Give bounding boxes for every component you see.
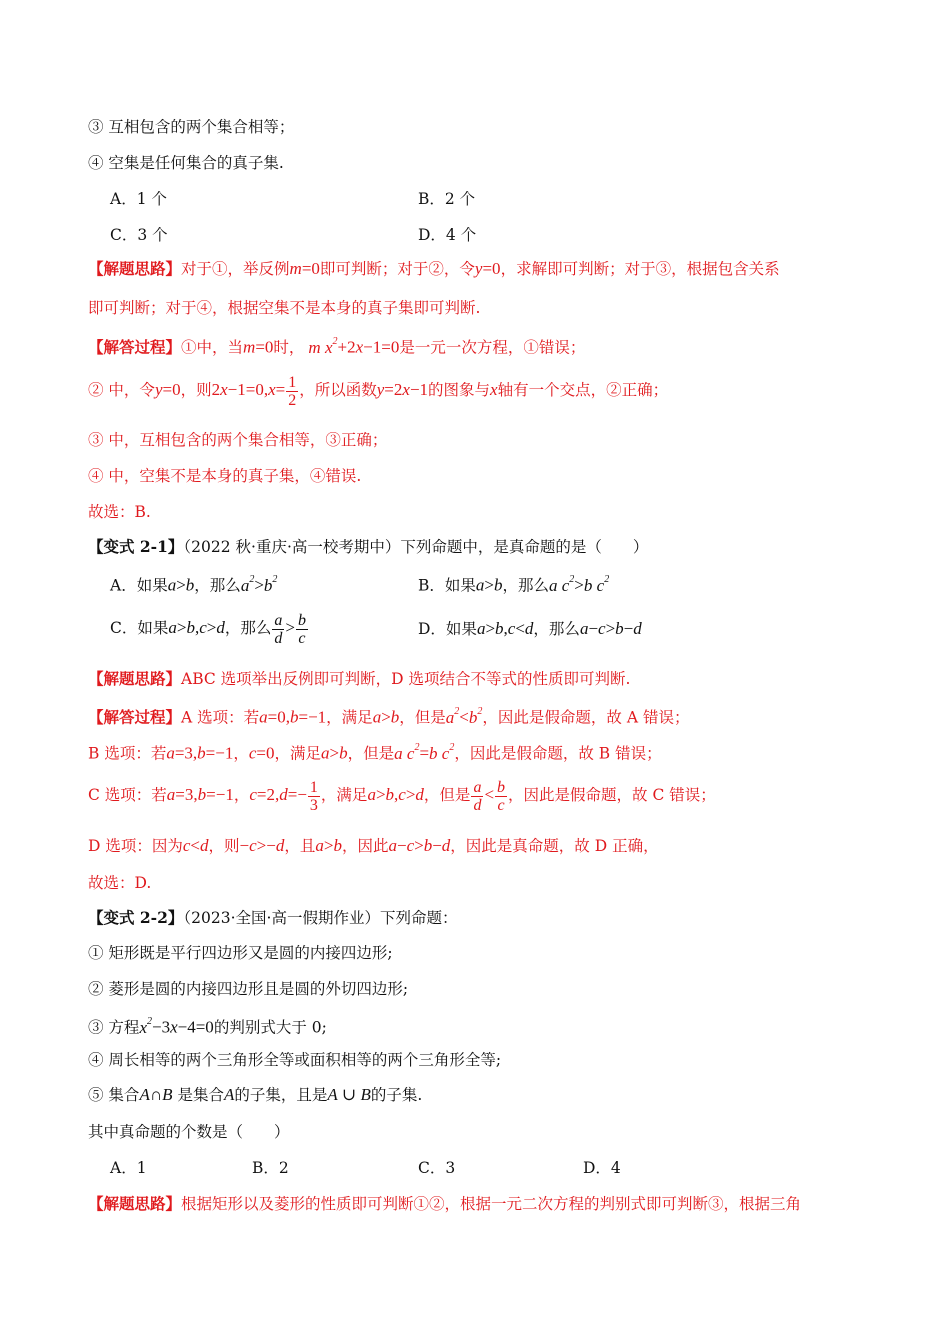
text: 是一元一次方程，①错误； xyxy=(399,338,586,357)
math: > xyxy=(176,618,187,637)
text: ，满足 xyxy=(326,708,373,727)
option-c: C．3 个 xyxy=(110,226,168,244)
solution-process-b: B 选项：若a=3,b=−1，c=0，满足a>b，但是a $c^2=b$ $c^2$，因此是假命题，故 B 错误； xyxy=(88,742,662,763)
solution-process-4: ④ 中，空集不是本身的真子集，④错误. xyxy=(88,467,362,485)
math: y xyxy=(376,380,385,399)
fraction-b-over-c: $\frac{b}{c}$ xyxy=(297,611,306,647)
math: 2 xyxy=(211,380,221,399)
variant-tag: 【变式 2-1】 xyxy=(88,537,184,556)
text: 即可判断；对于②，令 xyxy=(319,260,475,278)
solution-idea-cont: 即可判断；对于④，根据空集不是本身的真子集即可判断. xyxy=(88,299,481,317)
math: c xyxy=(249,836,257,855)
math: =2 xyxy=(384,380,403,399)
variant-tag: 【变式 2-2】 xyxy=(88,908,184,927)
text: 的图象与 xyxy=(428,381,491,399)
math: > xyxy=(323,836,334,855)
text: ABC 选项举出反例即可判断，D 选项结合不等式的性质即可判断. xyxy=(181,670,631,688)
math: d xyxy=(200,836,209,855)
math: =0, xyxy=(267,707,290,727)
math: c xyxy=(598,619,606,638)
solution-process-a xyxy=(88,704,689,728)
text: ，则 xyxy=(208,837,240,855)
math: < xyxy=(190,836,200,855)
math: > xyxy=(329,743,340,763)
math: y xyxy=(474,259,483,278)
math: y xyxy=(154,380,163,399)
text: ，求解即可判断；对于③，根据包含关系 xyxy=(500,260,780,278)
option-c: C．3 xyxy=(418,1159,456,1177)
math: b xyxy=(289,707,299,727)
math: > xyxy=(375,785,386,804)
math: < xyxy=(484,785,495,804)
solution-idea-tag: 【解题思路】 xyxy=(88,669,182,688)
math: b xyxy=(197,785,207,804)
math: =3, xyxy=(174,743,198,763)
solution-idea-tag: 【解题思路】 xyxy=(88,1194,182,1213)
math: > xyxy=(405,785,416,804)
math: −4=0 xyxy=(177,1017,214,1037)
math: d xyxy=(441,836,451,855)
solution-idea xyxy=(88,1194,801,1214)
option-a: A．1 个 xyxy=(110,190,167,208)
math: b xyxy=(339,743,348,763)
math: b xyxy=(333,836,342,855)
math: x xyxy=(490,380,498,399)
text: 根据矩形以及菱形的性质即可判断①②，根据一元二次方程的判别式即可判断③，根据三角 xyxy=(181,1195,802,1213)
text: A．如果 xyxy=(110,576,168,595)
math: $b^2$ xyxy=(263,574,278,595)
text: B．如果 xyxy=(418,576,476,595)
solution-process-d xyxy=(88,836,659,856)
math: b xyxy=(423,836,433,855)
math: c xyxy=(406,836,415,855)
fraction-one-third: $\frac{1}{3}$ xyxy=(309,778,318,814)
math: − xyxy=(588,619,599,638)
text: B 选项：若 xyxy=(88,744,167,763)
solution-idea-tag: 【解题思路】 xyxy=(88,259,182,278)
text: ，那么 xyxy=(194,576,241,595)
math: b xyxy=(197,743,206,763)
solution-idea xyxy=(88,669,630,689)
math: m xyxy=(289,259,302,278)
option-b: B．2 xyxy=(252,1159,289,1177)
math: A xyxy=(327,1085,338,1104)
answer: 故选：B. xyxy=(88,503,151,521)
text: ，因此是假命题，故 A 错误； xyxy=(482,708,690,727)
text: ，但是 xyxy=(399,708,446,727)
math: =0 xyxy=(255,337,274,357)
math: x xyxy=(268,380,276,399)
fraction-half: $\frac{1}{2}$ xyxy=(288,373,297,409)
solution-process-tag: 【解答过程】 xyxy=(88,707,182,727)
math: > xyxy=(206,618,217,637)
math: = xyxy=(419,743,430,763)
solution-process-2: ② 中，令y=0，则2x−1=0,x= $\frac{1}{2}$ ，所以函数y=2x−1的图象与x轴有一个交点，②正确； xyxy=(88,373,669,409)
option-d xyxy=(418,619,642,639)
math: > xyxy=(381,707,391,727)
math: a $c^2$ xyxy=(394,742,420,763)
math: d xyxy=(415,785,424,804)
math: −3 xyxy=(151,1017,171,1037)
option-b: B．2 个 xyxy=(418,190,476,208)
math: =−1 xyxy=(298,707,327,727)
text: D．如果 xyxy=(418,620,477,638)
math: ∩ xyxy=(149,1085,163,1104)
text: 是集合 xyxy=(177,1086,224,1104)
math: − xyxy=(623,619,634,638)
text: ，因此是真命题，故 D 正确， xyxy=(450,837,659,855)
fraction-b-over-c: $\frac{b}{c}$ xyxy=(497,778,506,814)
variant-2-2-title xyxy=(88,908,457,928)
math: d xyxy=(633,619,642,638)
math: b xyxy=(495,619,504,638)
text: ，因此是假命题，故 C 错误； xyxy=(508,786,716,804)
math: =3, xyxy=(175,785,198,804)
math: =−1 xyxy=(206,785,234,804)
math: >− xyxy=(256,836,276,855)
math: a xyxy=(168,618,177,637)
text: ①中，当 xyxy=(181,338,244,357)
fraction-a-over-d: $\frac{a}{d}$ xyxy=(473,778,482,814)
math: c xyxy=(199,618,207,637)
text: ，因此 xyxy=(341,837,389,855)
text: ，满足 xyxy=(320,786,368,804)
option-c xyxy=(110,610,309,647)
text: C．如果 xyxy=(110,619,169,637)
math: a xyxy=(476,619,486,638)
text: ，那么 xyxy=(224,619,272,637)
math: c xyxy=(398,785,406,804)
math: d xyxy=(279,785,288,804)
math: B xyxy=(162,1085,173,1104)
math: < xyxy=(459,707,469,727)
math: a xyxy=(167,575,177,595)
math: d xyxy=(216,618,225,637)
math: c xyxy=(507,619,516,638)
math: b xyxy=(615,619,624,638)
math: , xyxy=(194,618,200,637)
option-b xyxy=(418,572,609,596)
item-4: ④ 周长相等的两个三角形全等或面积相等的两个三角形全等; xyxy=(88,1051,502,1069)
math: a xyxy=(475,575,485,595)
text: C 选项：若 xyxy=(88,786,167,804)
math: x xyxy=(220,380,228,399)
text: A 选项：若 xyxy=(181,708,260,727)
solution-process-1 xyxy=(88,334,585,358)
math: =−1 xyxy=(205,743,234,763)
solution-process-tag: 【解答过程】 xyxy=(88,337,182,357)
math: , xyxy=(503,619,508,638)
math: > xyxy=(254,575,264,595)
math: A xyxy=(139,1085,150,1104)
item-3 xyxy=(88,1014,327,1038)
math: x xyxy=(170,1017,178,1037)
math: c xyxy=(182,836,191,855)
math: +2 xyxy=(337,337,356,357)
answer: 故选：D. xyxy=(88,874,152,892)
text: 轴有一个交点，②正确； xyxy=(497,381,669,399)
math: b xyxy=(186,618,195,637)
math: =0 xyxy=(482,259,501,278)
math: a $c^2$ xyxy=(549,574,575,595)
item-1: ① 矩形既是平行四边形又是圆的内接四边形; xyxy=(88,944,393,962)
math: =0 xyxy=(301,259,320,278)
math: =0 xyxy=(256,743,275,763)
math: > xyxy=(484,575,494,595)
item-4: ④ 空集是任何集合的真子集. xyxy=(88,154,284,172)
item-3: ③ 互相包含的两个集合相等； xyxy=(88,118,295,136)
text: （2023·全国·高一假期作业）下列命题： xyxy=(183,909,458,927)
math: a xyxy=(388,836,397,855)
math: a xyxy=(367,785,376,804)
math: m xyxy=(243,337,256,357)
math: −1=0, xyxy=(227,380,269,399)
math: > xyxy=(574,575,584,595)
math: a xyxy=(166,743,175,763)
text: ，但是 xyxy=(423,786,471,804)
math: b xyxy=(390,707,400,727)
math: $a^2$ xyxy=(240,574,255,595)
option-d: D．4 xyxy=(583,1159,621,1177)
math: =− xyxy=(287,785,307,804)
math: b xyxy=(493,575,503,595)
math: > xyxy=(414,836,424,855)
math: m $x^2$ xyxy=(308,336,338,357)
text: ，则 xyxy=(180,381,212,399)
text: ，但是 xyxy=(347,744,395,763)
option-a xyxy=(110,572,277,596)
text: ⑤ 集合 xyxy=(88,1086,140,1104)
text: 的子集. xyxy=(370,1086,423,1104)
math: d xyxy=(524,619,534,638)
math: − xyxy=(396,836,407,855)
fraction-a-over-d: $\frac{a}{d}$ xyxy=(274,611,283,647)
text: （2022 秋·重庆·高一校考期中）下列命题中，是真命题的是（ ） xyxy=(183,538,649,556)
solution-process-3: ③ 中，互相包含的两个集合相等，③正确； xyxy=(88,431,388,449)
text: ③ 方程 xyxy=(88,1018,140,1037)
variant-2-1-title xyxy=(88,537,648,557)
text: 的判别式大于 0; xyxy=(213,1018,327,1037)
math: a xyxy=(321,743,330,763)
math: c xyxy=(248,743,257,763)
text: ，那么 xyxy=(502,576,549,595)
math: =2, xyxy=(256,785,280,804)
math: c xyxy=(249,785,257,804)
math: < xyxy=(515,619,525,638)
math: > xyxy=(485,619,496,638)
math: d xyxy=(275,836,285,855)
text: ，因此是假命题，故 B 错误； xyxy=(454,744,662,763)
math: x xyxy=(355,337,364,357)
text: 时， xyxy=(273,338,305,357)
text: ② 中，令 xyxy=(88,381,155,399)
math: b $c^2$ xyxy=(429,742,455,763)
math: b xyxy=(385,785,395,804)
math: $x^2$ xyxy=(139,1016,152,1037)
math: > xyxy=(176,575,186,595)
math: −1=0 xyxy=(363,337,400,357)
math: − xyxy=(432,836,442,855)
item-2: ② 菱形是圆的内接四边形且是圆的外切四边形; xyxy=(88,980,409,998)
math: $b^2$ xyxy=(468,706,483,727)
math: = xyxy=(275,380,286,399)
math: B xyxy=(360,1085,371,1104)
math: x xyxy=(402,380,410,399)
question: 其中真命题的个数是（ ） xyxy=(88,1123,290,1141)
math: $a^2$ xyxy=(445,706,460,727)
text: ，那么 xyxy=(533,620,580,638)
solution-idea xyxy=(88,259,780,279)
item-5 xyxy=(88,1085,422,1105)
text: D 选项：因为 xyxy=(88,837,183,855)
math: b $c^2$ xyxy=(583,574,610,595)
text: 的子集，且是 xyxy=(234,1086,328,1104)
text: ，满足 xyxy=(274,744,322,763)
math: − xyxy=(239,836,250,855)
math: a xyxy=(166,785,176,804)
math: ∪ xyxy=(337,1085,361,1104)
math: a xyxy=(579,619,589,638)
math: > xyxy=(605,619,616,638)
text: 对于①，举反例 xyxy=(181,260,290,278)
math: , xyxy=(394,785,399,804)
math: > xyxy=(285,618,295,637)
option-d: D．4 个 xyxy=(418,226,477,244)
math: a xyxy=(372,707,382,727)
text: ，且 xyxy=(284,837,316,855)
math: −1 xyxy=(409,380,429,399)
math: a xyxy=(259,707,268,727)
option-a: A．1 xyxy=(110,1159,147,1177)
solution-process-c: C 选项：若a=3,b=−1，c=2,d=− $\frac{1}{3}$ ，满足a>b,c>d，但是 $\frac{a}{d}$ < $\frac{b}{c}$ ，因此是假命题，故 C 错误； xyxy=(88,778,716,814)
math: b xyxy=(185,575,195,595)
text: 所以函数 xyxy=(314,381,377,399)
math: a xyxy=(315,836,324,855)
math: A xyxy=(223,1085,235,1104)
math: =0 xyxy=(162,380,181,399)
